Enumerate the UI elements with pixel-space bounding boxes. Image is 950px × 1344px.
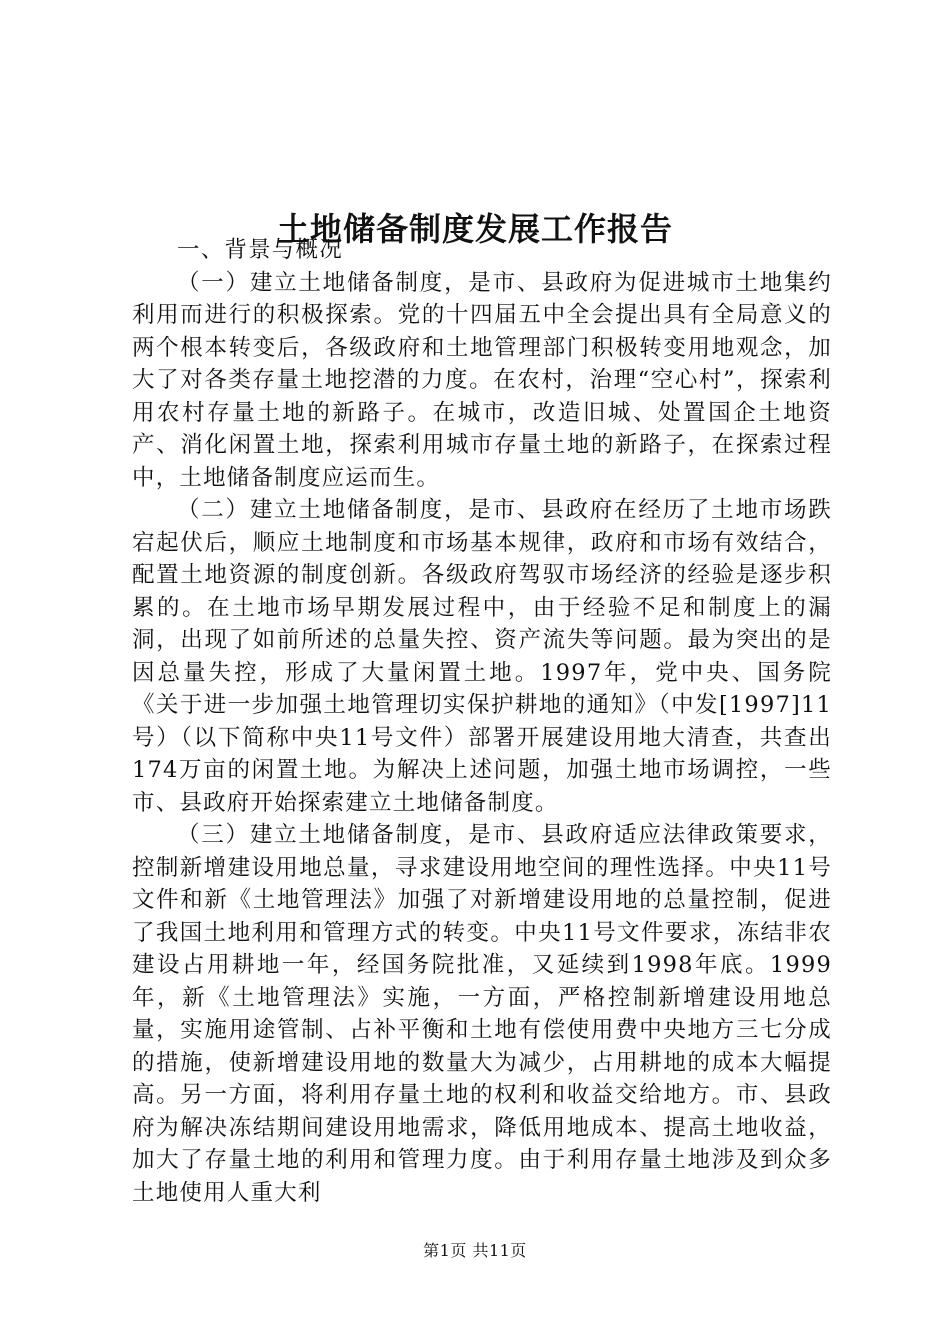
section-heading: 一、背景与概况 [177,237,343,263]
document-body [132,234,832,1209]
paragraph-3: （三）建立土地储备制度，是市、县政府适应法律政策要求，控制新增建设用地总量，寻求建设用地空间的理性选择。中央11号文件和新《土地管理法》加强了对新增建设用地的总量控制，促进了我国土地利用和管理方式的转变。中央11号文件要求，冻结非农建设占用耕地一年，经国务院批准，又延续到1998年底。1999年，新《土地管理法》实施，一方面，严格控制新增建设用地总量，实施用途管制、占补平衡和土地有偿使用费中央地方三七分成的措施，使新增建设用地的数量大为减少，占用耕地的成本大幅提高。另一方面，将利用存量土地的权利和收益交给地方。市、县政府为解决冻结期间建设用地需求，降低用地成本、提高土地收益，加大了存量土地的利用和管理力度。由于利用存量土地涉及到众多土地使用人重大利 [132,822,832,1206]
page-footer: 第1页 共11页 [423,1241,527,1260]
paragraph-2: （二）建立土地储备制度，是市、县政府在经历了土地市场跌宕起伏后，顺应土地制度和市场基本规律，政府和市场有效结合，配置土地资源的制度创新。各级政府驾驭市场经济的经验是逐步积累的。在土地市场早期发展过程中，由于经验不足和制度上的漏洞，出现了如前所述的总量失控、资产流失等问题。最为突出的是因总量失控，形成了大量闲置土地。1997年，党中央、国务院《关于进一步加强土地管理切实保护耕地的通知》（中发[1997]11号）（以下简称中央11号文件）部署开展建设用地大清查，共查出174万亩的闲置土地。为解决上述问题，加强土地市场调控，一些市、县政府开始探索建立土地储备制度。 [132,497,832,816]
paragraph-1: （一）建立土地储备制度，是市、县政府为促进城市土地集约利用而进行的积极探索。党的十四届五中全会提出具有全局意义的两个根本转变后，各级政府和土地管理部门积极转变用地观念，加大了对各类存量土地挖潜的力度。在农村，治理“空心村”，探索利用农村存量土地的新路子。在城市，改造旧城、处置国企土地资产、消化闲置土地，探索利用城市存量土地的新路子，在探索过程中，土地储备制度应运而生。 [132,269,832,491]
document-title: 土地储备制度发展工作报告 [276,210,673,249]
